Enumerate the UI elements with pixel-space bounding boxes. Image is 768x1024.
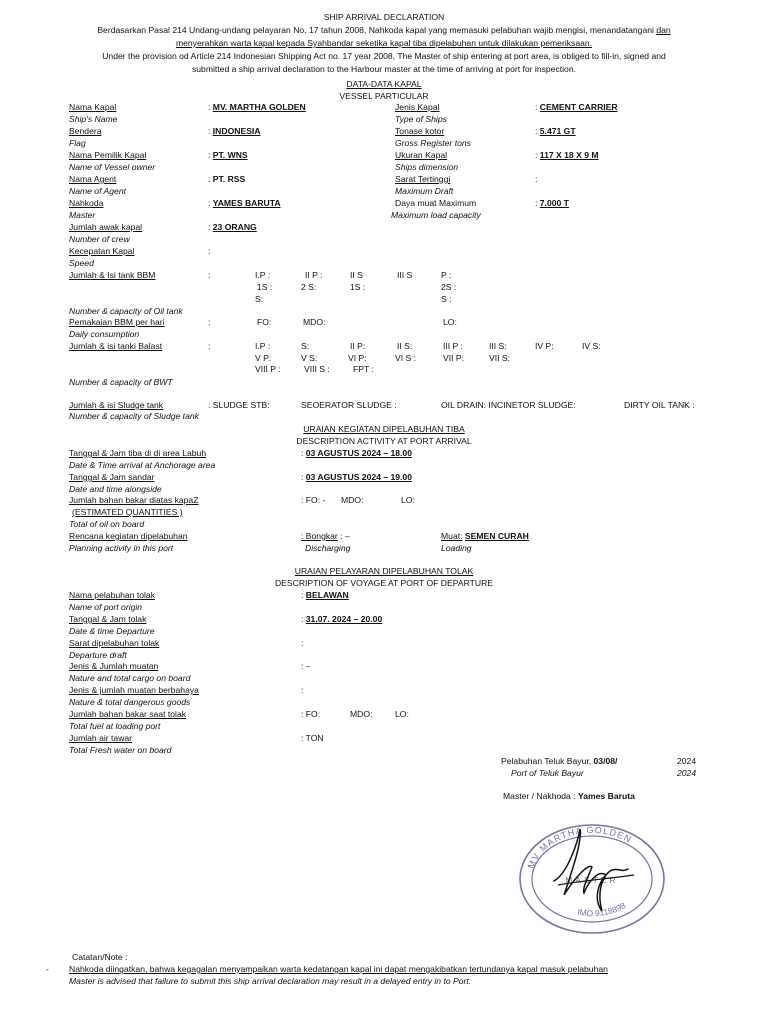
handwritten-signature bbox=[554, 829, 628, 911]
balast-r1-0: I.P : bbox=[255, 341, 271, 351]
dep-tanggal-colon: : 31.07. 2024 – 20.00 bbox=[301, 614, 383, 624]
departure-heading-id: URAIAN PELAYARAN DIPELABUHAN TOLAK bbox=[294, 566, 474, 576]
balast-r1-3: II S: bbox=[397, 341, 413, 351]
agent-label-en: Name of Agent bbox=[69, 186, 127, 196]
dep-air-label-en: Total Fresh water on board bbox=[69, 745, 172, 755]
intro-id-line1-text: Berdasarkan Pasal 214 Undang-undang pelayaran No. 17 tahun 2008, Nahkoda kapal yang memasuki pelabuhan wajib mengisi, menandatangani bbox=[97, 25, 657, 35]
awak-value: 23 ORANG bbox=[212, 222, 257, 232]
dep-bahan-label: Jumlah bahan bakar saat tolak bbox=[69, 709, 187, 719]
signature-place bbox=[501, 756, 617, 767]
jenis-kapal-colon: : CEMENT CARRIER bbox=[535, 102, 618, 112]
balast-r3-0: VIII P : bbox=[255, 364, 281, 374]
balast-r2-4: VII P: bbox=[443, 353, 465, 363]
sandar-colon: : 03 AGUSTUS 2024 – 19.00 bbox=[301, 472, 412, 482]
bbm-r2-0: 1S : bbox=[257, 282, 273, 292]
sludge-label-en: Number & capacity of Sludge tank bbox=[69, 411, 199, 421]
dep-pelabuhan-label-en: Name of port origin bbox=[69, 602, 143, 612]
nama-kapal-label-en: Ship's Name bbox=[69, 114, 118, 124]
balast-r1-6: IV P: bbox=[535, 341, 554, 351]
rencana-muat bbox=[441, 531, 529, 542]
note-en: Master is advised that failure to submit this ship arrival declaration may result in a delayed entry in to Port. bbox=[69, 976, 472, 986]
signature-place-en: Port of Teluk Bayur bbox=[511, 768, 584, 778]
balast-r1-4: III P : bbox=[443, 341, 463, 351]
rencana-label-en: Planning activity in this port bbox=[69, 543, 174, 553]
dep-sarat-colon: : bbox=[301, 638, 304, 648]
vessel-heading-en: VESSEL PARTICULAR bbox=[339, 91, 429, 101]
pemilik-label-en: Name of Vessel owner bbox=[69, 162, 156, 172]
intro-id-line2: menyerahkan warta kapal kepada Syahbandar seketika kapal tiba dipelabuhan untuk dilakukan pemeriksaan. bbox=[175, 38, 593, 48]
balast-r1-2: II P: bbox=[350, 341, 366, 351]
pemilik-colon: : PT. WNS bbox=[208, 150, 248, 160]
agent-label: Nama Agent bbox=[69, 174, 117, 184]
rencana-bongkar bbox=[301, 531, 350, 542]
arrival-heading-en: DESCRIPTION ACTIVITY AT PORT ARRIVAL bbox=[296, 436, 472, 446]
intro-en-line2: submitted a ship arrival declaration to the Harbour master at the time of arriving at port for inspection. bbox=[191, 64, 577, 74]
jenis-kapal-label: Jenis Kapal bbox=[395, 102, 440, 112]
ukuran-label-en: Ships dimension bbox=[395, 162, 459, 172]
balast-label-en: Number & capacity of BWT bbox=[69, 377, 173, 387]
dep-sarat-label-en: Departure draft bbox=[69, 650, 127, 660]
stamp-imo: IMO 9118898 bbox=[576, 900, 628, 919]
dep-muatan-label: Jenis & Jumlah muatan bbox=[69, 661, 159, 671]
balast-r3-1: VIII S : bbox=[304, 364, 330, 374]
awak-colon: : 23 ORANG bbox=[208, 222, 257, 232]
arr-bahan-label-en: Total of oil on board bbox=[69, 519, 145, 529]
bbm-r1-3: III S bbox=[397, 270, 413, 280]
dep-pelabuhan-label: Nama pelabuhan tolak bbox=[69, 590, 155, 600]
sludge-drain: OIL DRAIN: INCINETOR SLUDGE: bbox=[441, 400, 576, 410]
nahkoda-colon: : YAMES BARUTA bbox=[208, 198, 281, 208]
sludge-separator: SEOERATOR SLUDGE : bbox=[301, 400, 397, 410]
bbm-r2-2: 1S : bbox=[350, 282, 366, 292]
intro-id-line1 bbox=[0, 25, 768, 36]
pemilik-value: PT. WNS bbox=[212, 150, 248, 160]
note-title: Catatan/Note : bbox=[72, 952, 128, 962]
arr-bahan-label2: (ESTIMATED QUANTITIES ) bbox=[72, 507, 183, 517]
dep-berbahaya-label-en: Nature & total dangerous goods bbox=[69, 697, 191, 707]
tonase-label: Tonase kotor bbox=[395, 126, 445, 136]
dep-tanggal-label-en: Date & time Departure bbox=[69, 626, 155, 636]
pemakaian-fo: FO: bbox=[257, 317, 272, 327]
pemakaian-mdo: MDO: bbox=[303, 317, 326, 327]
balast-label: Jumlah & isi tanki Balast bbox=[69, 341, 163, 351]
dep-bahan-lo: LO: bbox=[395, 709, 409, 719]
kecepatan-label-en: Speed bbox=[69, 258, 94, 268]
tonase-colon: : 5.471 GT bbox=[535, 126, 576, 136]
tonase-value: 5.471 GT bbox=[539, 126, 576, 136]
nama-kapal-value: MV. MARTHA GOLDEN bbox=[212, 102, 306, 112]
sarat-label: Sarat Tertinggi bbox=[395, 174, 451, 184]
signature-place-text: Pelabuhan Teluk Bayur, bbox=[501, 756, 594, 766]
sarat-label-en: Maximum Draft bbox=[395, 186, 454, 196]
nahkoda-label-en: Master bbox=[69, 210, 96, 220]
sandar-value: 03 AGUSTUS 2024 – 19.00 bbox=[305, 472, 412, 482]
rencana-discharging: Discharging bbox=[305, 543, 351, 553]
arr-bahan-label: Jumlah bahan bakar diatas kapaZ bbox=[69, 495, 199, 505]
bbm-r1-2: II S bbox=[350, 270, 363, 280]
dep-tanggal-label: Tanggal & Jam tolak bbox=[69, 614, 147, 624]
pemakaian-label: Pemakaian BBM per hari bbox=[69, 317, 165, 327]
bbm-r1-1: II P : bbox=[305, 270, 323, 280]
balast-r2-0: V P: bbox=[255, 353, 272, 363]
tiba-colon: : 03 AGUSTUS 2024 – 18.00 bbox=[301, 448, 412, 458]
balast-r1-5: III S: bbox=[489, 341, 507, 351]
ukuran-colon: : 117 X 18 X 9 M bbox=[535, 150, 599, 160]
rencana-muat-value: SEMEN CURAH bbox=[464, 531, 529, 541]
dep-bahan-mdo: MDO: bbox=[350, 709, 373, 719]
dep-muatan-value: : – bbox=[301, 661, 311, 671]
bendera-colon: : INDONESIA bbox=[208, 126, 261, 136]
sludge-label: Jumlah & isi Sludge tank bbox=[69, 400, 164, 410]
nahkoda-value: YAMES BARUTA bbox=[212, 198, 281, 208]
bbm-r1-4: P : bbox=[441, 270, 452, 280]
dep-pelabuhan-colon: : BELAWAN bbox=[301, 590, 349, 600]
nahkoda-label: Nahkoda bbox=[69, 198, 104, 208]
balast-colon: : bbox=[208, 341, 211, 351]
master-stamp bbox=[518, 823, 666, 935]
bbm-label-en: Number & capacity of Oil tank bbox=[69, 306, 183, 316]
dep-pelabuhan-value: BELAWAN bbox=[305, 590, 349, 600]
sludge-dirty: DIRTY OIL TANK : bbox=[624, 400, 695, 410]
signature-master-label: Master / Nakhoda : bbox=[503, 791, 578, 801]
tiba-label: Tanggal & Jam tiba di di area Labuh bbox=[69, 448, 207, 458]
document-title: SHIP ARRIVAL DECLARATION bbox=[323, 12, 445, 22]
daya-muat-label: Daya muat Maximum bbox=[395, 198, 477, 208]
vessel-heading-id: DATA-DATA KAPAL bbox=[346, 79, 422, 89]
awak-label: Jumlah awak kapal bbox=[69, 222, 143, 232]
dep-air-label: Jumlah air tawar bbox=[69, 733, 133, 743]
bendera-label-en: Flag bbox=[69, 138, 86, 148]
signature-master-name: Yames Baruta bbox=[578, 791, 635, 801]
agent-value: PT. RSS bbox=[212, 174, 246, 184]
rencana-label: Rencana kegiatan dipelabuhan bbox=[69, 531, 188, 541]
arr-bahan-lo: LO: bbox=[401, 495, 415, 505]
pemakaian-label-en: Daily consumption bbox=[69, 329, 140, 339]
balast-r2-2: VI P: bbox=[348, 353, 367, 363]
jenis-kapal-value: CEMENT CARRIER bbox=[539, 102, 618, 112]
jenis-kapal-label-en: Type of Ships bbox=[395, 114, 447, 124]
awak-label-en: Number of crew bbox=[69, 234, 130, 244]
ukuran-label: Ukuran Kapal bbox=[395, 150, 448, 160]
signature-year1: 2024 bbox=[677, 756, 697, 766]
stamp-center-text: MASTER bbox=[565, 875, 619, 885]
nama-kapal-label: Nama Kapal bbox=[69, 102, 117, 112]
dep-berbahaya-label: Jenis & jumlah muatan berbahaya bbox=[69, 685, 199, 695]
balast-r3-2: FPT : bbox=[353, 364, 374, 374]
rencana-bongkar-label: : Bongkar bbox=[301, 531, 338, 541]
signature-date: 03/08/ bbox=[593, 756, 618, 766]
bbm-r1-0: I.P : bbox=[255, 270, 271, 280]
balast-r1-7: IV S: bbox=[582, 341, 601, 351]
bbm-label: Jumlah & Isi tank BBM bbox=[69, 270, 156, 280]
kecepatan-colon: : bbox=[208, 246, 211, 256]
agent-colon: : PT. RSS bbox=[208, 174, 246, 184]
daya-muat-value: 7.000 T bbox=[539, 198, 569, 208]
tiba-label-en: Date & Time arrival at Anchorage area bbox=[69, 460, 216, 470]
sarat-colon: : bbox=[535, 174, 538, 184]
dep-tanggal-value: 31.07. 2024 – 20.00 bbox=[305, 614, 383, 624]
dep-bahan-label-en: Total fuel at loading port bbox=[69, 721, 161, 731]
balast-r2-3: VI S : bbox=[395, 353, 417, 363]
balast-r1-1: S: bbox=[301, 341, 310, 351]
dep-berbahaya-value: : bbox=[301, 685, 304, 695]
bendera-label: Bendera bbox=[69, 126, 102, 136]
sandar-label: Tanggal & Jam sandar bbox=[69, 472, 155, 482]
dep-muatan-label-en: Nature and total cargo on board bbox=[69, 673, 191, 683]
note-id: Nahkoda diingatkan, bahwa kegagalan menyampaikan warta kedatangan kapal ini dapat mengakibatkan tertundanya kapal masuk pelabuhan bbox=[69, 964, 608, 974]
ukuran-value: 117 X 18 X 9 M bbox=[539, 150, 599, 160]
dep-bahan-fo: : FO: bbox=[301, 709, 321, 719]
arr-bahan-mdo: MDO: bbox=[341, 495, 364, 505]
note-dash: - bbox=[46, 964, 49, 974]
bbm-r3-0: S: bbox=[255, 294, 264, 304]
signature-year2: 2024 bbox=[677, 768, 697, 778]
arrival-heading-id: URAIAN KEGIATAN DIPELABUHAN TIBA bbox=[303, 424, 465, 434]
balast-r2-1: V S: bbox=[301, 353, 318, 363]
pemilik-label: Nama Pemilik Kapal bbox=[69, 150, 147, 160]
tonase-label-en: Gross Register tons bbox=[395, 138, 471, 148]
signature-master bbox=[503, 791, 635, 802]
arr-bahan-fo: : FO: - bbox=[301, 495, 326, 505]
sludge-stb: : SLUDGE STB: bbox=[208, 400, 270, 410]
bbm-r3-1: S : bbox=[441, 294, 452, 304]
dep-sarat-label: Sarat dipelabuhan tolak bbox=[69, 638, 160, 648]
bbm-r2-3: 2S : bbox=[441, 282, 457, 292]
departure-heading-en: DESCRIPTION OF VOYAGE AT PORT OF DEPARTURE bbox=[274, 578, 494, 588]
intro-en-line1: Under the provision od Article 214 Indonesian Shipping Act no. 17 year 2008, The Master of ship entering at port area, is obliged to fill-in, signed and bbox=[102, 51, 666, 61]
bbm-r2-1: 2 S: bbox=[301, 282, 317, 292]
pemakaian-lo: LO: bbox=[443, 317, 457, 327]
kecepatan-label: Kecepatan Kapal bbox=[69, 246, 135, 256]
intro-id-line1-dan: dan bbox=[656, 25, 671, 35]
bendera-value: INDONESIA bbox=[212, 126, 261, 136]
daya-muat-colon: : 7.000 T bbox=[535, 198, 569, 208]
rencana-muat-label: Muat: bbox=[441, 531, 463, 541]
dep-air-value: : TON bbox=[301, 733, 324, 743]
bbm-colon: : bbox=[208, 270, 211, 280]
stamp-ring-text: MV MARTHA GOLDEN bbox=[525, 824, 634, 870]
rencana-loading: Loading bbox=[441, 543, 472, 553]
sandar-label-en: Date and time alongside bbox=[69, 484, 162, 494]
pemakaian-colon: : bbox=[208, 317, 211, 327]
nama-kapal-colon: : MV. MARTHA GOLDEN bbox=[208, 102, 306, 112]
daya-muat-label-en: Maximum load capacity bbox=[391, 210, 481, 220]
rencana-bongkar-value: : – bbox=[340, 531, 350, 541]
tiba-value: 03 AGUSTUS 2024 – 18.00 bbox=[305, 448, 412, 458]
balast-r2-5: VII S: bbox=[489, 353, 511, 363]
